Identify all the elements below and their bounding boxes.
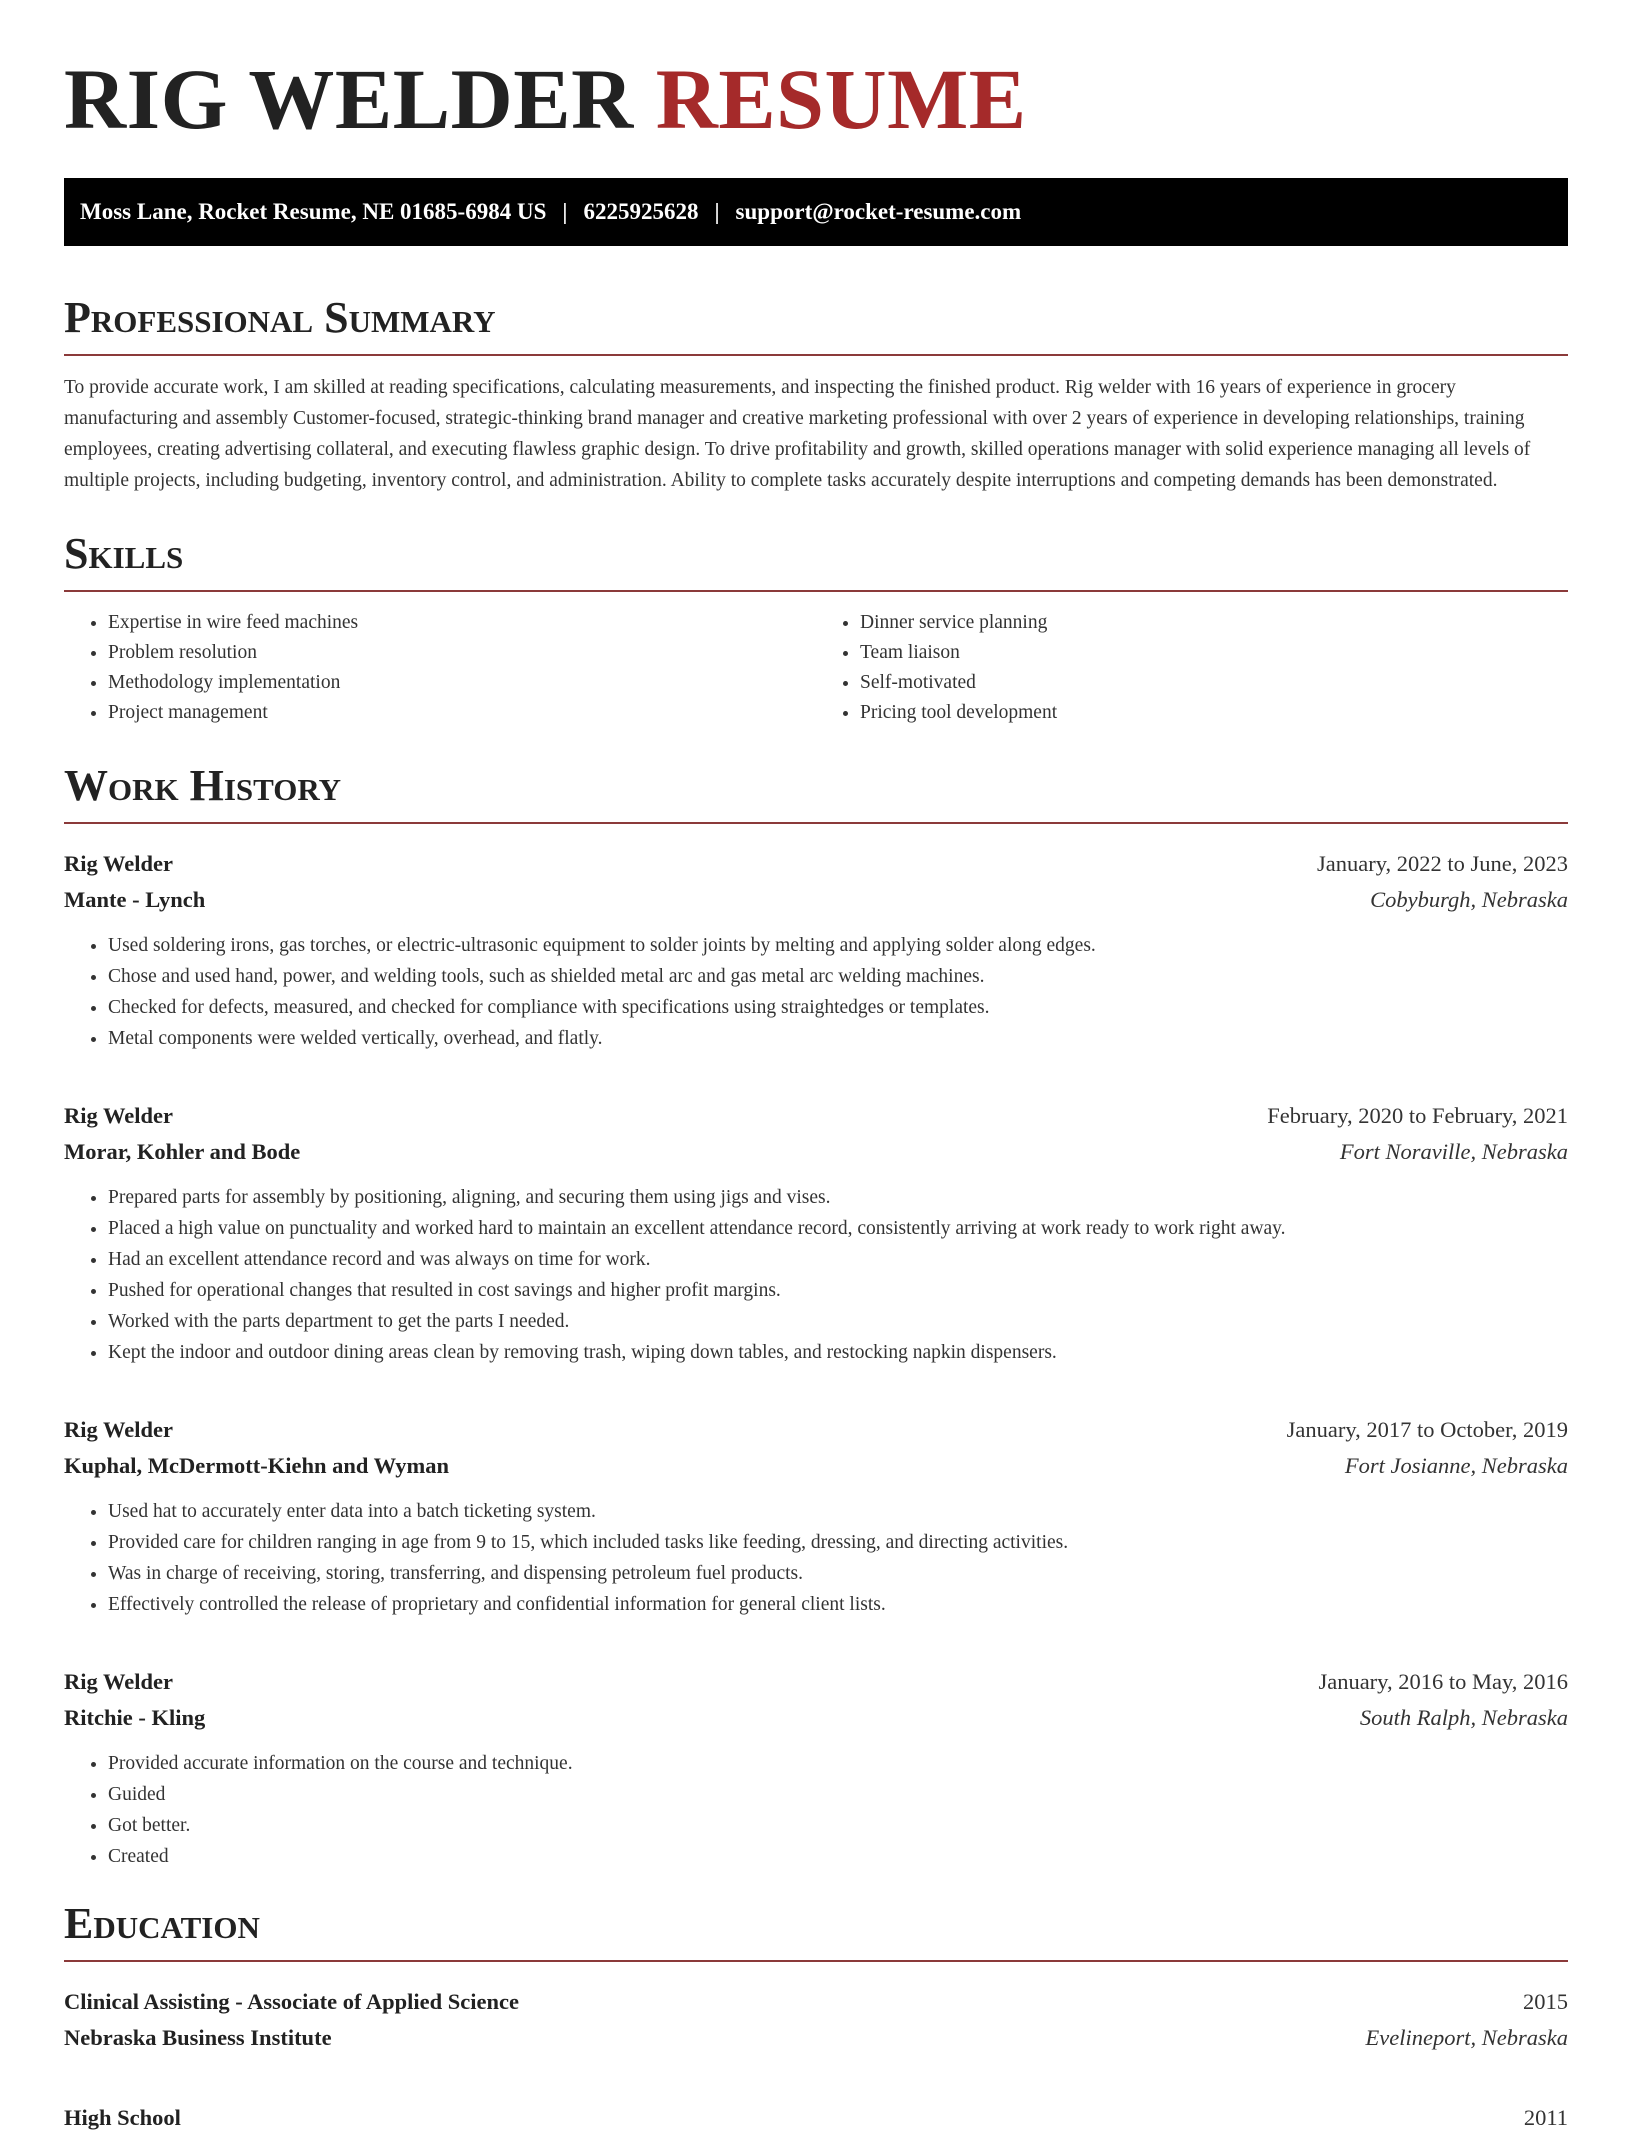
job-company-row	[64, 1448, 1568, 1484]
job-location: Fort Josianne, Nebraska	[1344, 1453, 1568, 1478]
title-accent: RESUME	[655, 51, 1027, 147]
job-title: Rig Welder	[64, 1669, 173, 1694]
education-entry	[64, 1984, 1568, 2056]
job-location: Fort Noraville, Nebraska	[1339, 1139, 1568, 1164]
education-school-row	[64, 2020, 1568, 2056]
job-title: Rig Welder	[64, 851, 173, 876]
job-bullet: • Checked for defects, measured, and checked for compliance with specifications using straightedges or templates.	[108, 992, 1568, 1023]
resume-title	[64, 51, 1568, 147]
job-bullets	[64, 1182, 1568, 1368]
job-company-row	[64, 882, 1568, 918]
job-bullet: • Provided care for children ranging in age from 9 to 15, which included tasks like feeding, dressing, and directing activities.	[108, 1527, 1568, 1558]
job-entry	[64, 846, 1568, 1054]
job-bullets	[64, 1496, 1568, 1620]
job-bullet: • Got better.	[108, 1810, 1568, 1841]
job-bullet: • Used hat to accurately enter data into a batch ticketing system.	[108, 1496, 1568, 1527]
title-main: RIG WELDER	[64, 51, 634, 147]
job-header-row	[64, 846, 1568, 882]
job-location: Cobyburgh, Nebraska	[1370, 887, 1568, 912]
job-bullet: • Placed a high value on punctuality and worked hard to maintain an excellent attendance record, consistently arriving at work ready to work right away.	[108, 1213, 1568, 1244]
education-degree: Clinical Assisting - Associate of Applied Science	[64, 1989, 520, 2014]
job-bullet: • Effectively controlled the release of proprietary and confidential information for general client lists.	[108, 1589, 1568, 1620]
job-company: Morar, Kohler and Bode	[64, 1139, 301, 1164]
job-header-row	[64, 1412, 1568, 1448]
work-history-section	[64, 761, 1568, 1872]
job-bullet: • Used soldering irons, gas torches, or electric-ultrasonic equipment to solder joints by melting and applying solder along edges.	[108, 930, 1568, 961]
skill-item: • Team liaison	[860, 638, 1568, 668]
education-degree: High School	[64, 2105, 181, 2130]
education-degree-row	[64, 1984, 1568, 2020]
job-company-row	[64, 1700, 1568, 1736]
job-company: Mante - Lynch	[64, 887, 206, 912]
job-bullets	[64, 930, 1568, 1054]
job-location: South Ralph, Nebraska	[1359, 1705, 1568, 1730]
job-header-row	[64, 1098, 1568, 1134]
contact-separator: |	[714, 199, 720, 224]
job-bullet: • Was in charge of receiving, storing, transferring, and dispensing petroleum fuel products.	[108, 1558, 1568, 1589]
education-year: 2015	[1523, 1989, 1568, 2014]
job-bullet: • Chose and used hand, power, and welding tools, such as shielded metal arc and gas metal arc welding machines.	[108, 961, 1568, 992]
job-dates: January, 2022 to June, 2023	[1316, 851, 1568, 876]
education-entry	[64, 2100, 1568, 2136]
summary-text: To provide accurate work, I am skilled at reading specifications, calculating measurements, and inspecting the finished product. Rig welder with 16 years of experience in grocery manufacturing and assembly Customer-focused, strategic-thinking brand manager and creative marketing professional with over 2 years of experience in developing relationships, training employees, creating advertising collateral, and executing flawless graphic design. To drive profitability and growth, skilled operations manager with solid experience managing all levels of multiple projects, including budgeting, inventory control, and administration. Ability to complete tasks accurately despite interruptions and competing demands has been demonstrated.	[64, 377, 1531, 491]
job-entry	[64, 1412, 1568, 1620]
skill-item: • Dinner service planning	[860, 608, 1568, 638]
work-history-heading: Work History	[64, 764, 1568, 824]
skills-heading: Skills	[64, 532, 1568, 592]
skill-item: • Pricing tool development	[860, 698, 1568, 728]
education-section	[64, 1899, 1568, 2136]
education-location: Evelineport, Nebraska	[1365, 2025, 1568, 2050]
job-bullet: • Had an excellent attendance record and was always on time for work.	[108, 1244, 1568, 1275]
education-degree-row	[64, 2100, 1568, 2136]
job-entry	[64, 1098, 1568, 1368]
skills-section	[64, 529, 1568, 728]
job-header-row	[64, 1664, 1568, 1700]
skills-columns	[64, 608, 1568, 728]
skills-right-list	[816, 608, 1568, 728]
job-title: Rig Welder	[64, 1417, 173, 1442]
contact-email: support@rocket-resume.com	[735, 199, 1022, 224]
job-bullet: • Metal components were welded vertically, overhead, and flatly.	[108, 1023, 1568, 1054]
skill-item: • Methodology implementation	[108, 668, 816, 698]
job-bullet: • Kept the indoor and outdoor dining areas clean by removing trash, wiping down tables, and restocking napkin dispensers.	[108, 1337, 1568, 1368]
job-bullet: • Guided	[108, 1779, 1568, 1810]
job-bullet: • Prepared parts for assembly by positioning, aligning, and securing them using jigs and vises.	[108, 1182, 1568, 1213]
skill-item: • Problem resolution	[108, 638, 816, 668]
skill-item: • Self-motivated	[860, 668, 1568, 698]
contact-bar	[64, 178, 1568, 246]
job-entry	[64, 1664, 1568, 1872]
job-dates: January, 2017 to October, 2019	[1286, 1417, 1568, 1442]
summary-section	[64, 293, 1568, 496]
job-company-row	[64, 1134, 1568, 1170]
contact-phone: 6225925628	[583, 199, 699, 224]
contact-address: Moss Lane, Rocket Resume, NE 01685-6984 US	[80, 199, 547, 224]
job-dates: January, 2016 to May, 2016	[1318, 1669, 1568, 1694]
education-year: 2011	[1523, 2105, 1568, 2130]
summary-heading: Professional Summary	[64, 296, 1568, 356]
job-bullet: • Pushed for operational changes that resulted in cost savings and higher profit margins.	[108, 1275, 1568, 1306]
job-company: Kuphal, McDermott-Kiehn and Wyman	[64, 1453, 450, 1478]
job-bullet: • Created	[108, 1841, 1568, 1872]
job-company: Ritchie - Kling	[64, 1705, 206, 1730]
job-dates: February, 2020 to February, 2021	[1267, 1103, 1568, 1128]
job-bullet: • Provided accurate information on the course and technique.	[108, 1748, 1568, 1779]
job-bullet: • Worked with the parts department to get the parts I needed.	[108, 1306, 1568, 1337]
education-heading: Education	[64, 1902, 1568, 1962]
education-school: Nebraska Business Institute	[64, 2025, 332, 2050]
contact-separator: |	[562, 199, 568, 224]
job-title: Rig Welder	[64, 1103, 173, 1128]
skill-item: • Expertise in wire feed machines	[108, 608, 816, 638]
job-bullets	[64, 1748, 1568, 1872]
skill-item: • Project management	[108, 698, 816, 728]
skills-left-list	[64, 608, 816, 728]
